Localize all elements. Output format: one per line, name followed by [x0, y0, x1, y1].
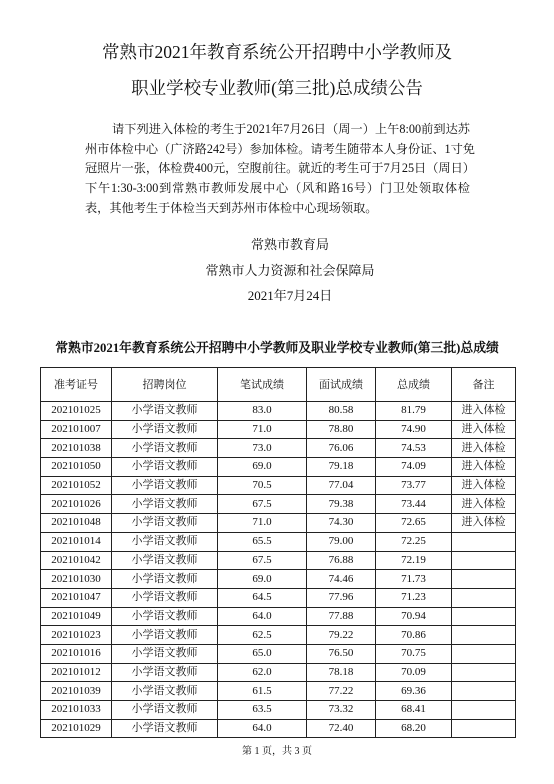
position-cell: 小学语文教师: [112, 551, 218, 570]
signature-org-education-bureau: 常熟市教育局: [250, 237, 329, 252]
exam-id-cell: 202101050: [41, 458, 112, 477]
table-row: [41, 439, 516, 458]
position-cell: 小学语文教师: [112, 570, 218, 589]
signature-block: [190, 232, 390, 309]
remark-cell: [452, 588, 516, 607]
exam-id-cell: 202101052: [41, 476, 112, 495]
table-row: [41, 663, 516, 682]
total-score-cell: 73.44: [376, 495, 452, 514]
total-score-cell: 69.36: [376, 682, 452, 701]
exam-id-cell: 202101026: [41, 495, 112, 514]
remark-cell: [452, 626, 516, 645]
position-cell: 小学语文教师: [112, 663, 218, 682]
interview-score-cell: 76.50: [307, 644, 376, 663]
remark-cell: 进入体检: [452, 420, 516, 439]
table-row: [41, 514, 516, 533]
table-row: [41, 682, 516, 701]
title-line-1: 常熟市2021年教育系统公开招聘中小学教师及: [102, 42, 452, 62]
total-score-cell: 70.75: [376, 644, 452, 663]
interview-score-cell: 79.18: [307, 458, 376, 477]
total-score-cell: 81.79: [376, 402, 452, 421]
exam-id-cell: 202101039: [41, 682, 112, 701]
table-row: [41, 626, 516, 645]
remark-cell: [452, 570, 516, 589]
total-score-cell: 72.25: [376, 532, 452, 551]
written-score-cell: 62.5: [218, 626, 307, 645]
exam-id-cell: 202101047: [41, 588, 112, 607]
interview-score-cell: 77.22: [307, 682, 376, 701]
notice-line: 表，其他考生于体检当天到苏州市体检中心现场领取。: [85, 200, 378, 215]
score-table: [40, 367, 516, 738]
written-score-cell: 63.5: [218, 701, 307, 720]
exam-id-cell: 202101014: [41, 532, 112, 551]
remark-cell: [452, 532, 516, 551]
notice-line: 下午1:30-3:00到常熟市教师发展中心（风和路16号）门卫处领取体检: [85, 181, 470, 196]
exam-id-cell: 202101030: [41, 570, 112, 589]
interview-score-cell: 72.40: [307, 719, 376, 738]
total-score-cell: 72.65: [376, 514, 452, 533]
written-score-cell: 83.0: [218, 402, 307, 421]
header-written-score: 笔试成绩: [218, 368, 307, 402]
remark-cell: 进入体检: [452, 402, 516, 421]
remark-cell: [452, 644, 516, 663]
interview-score-cell: 76.88: [307, 551, 376, 570]
total-score-cell: 74.90: [376, 420, 452, 439]
table-header-row: [41, 368, 516, 402]
interview-score-cell: 79.22: [307, 626, 376, 645]
title-line-2: 职业学校专业教师(第三批)总成绩公告: [131, 78, 423, 98]
table-row: [41, 570, 516, 589]
exam-id-cell: 202101007: [41, 420, 112, 439]
total-score-cell: 74.53: [376, 439, 452, 458]
remark-cell: 进入体检: [452, 458, 516, 477]
total-score-cell: 72.19: [376, 551, 452, 570]
remark-cell: [452, 663, 516, 682]
interview-score-cell: 78.18: [307, 663, 376, 682]
header-exam-id: 准考证号: [41, 368, 112, 402]
position-cell: 小学语文教师: [112, 588, 218, 607]
table-row: [41, 588, 516, 607]
table-row: [41, 551, 516, 570]
notice-line: 州市体检中心（广济路242号）参加体检。请考生随带本人身份证、1寸免: [85, 141, 475, 156]
exam-id-cell: 202101038: [41, 439, 112, 458]
signature-date: 2021年7月24日: [247, 288, 333, 303]
total-score-cell: 70.94: [376, 607, 452, 626]
exam-id-cell: 202101023: [41, 626, 112, 645]
exam-id-cell: 202101049: [41, 607, 112, 626]
exam-id-cell: 202101048: [41, 514, 112, 533]
position-cell: 小学语文教师: [112, 701, 218, 720]
remark-cell: [452, 719, 516, 738]
interview-score-cell: 79.00: [307, 532, 376, 551]
total-score-cell: 68.20: [376, 719, 452, 738]
written-score-cell: 64.0: [218, 607, 307, 626]
table-row: [41, 644, 516, 663]
total-score-cell: 73.77: [376, 476, 452, 495]
remark-cell: [452, 607, 516, 626]
total-score-cell: 68.41: [376, 701, 452, 720]
written-score-cell: 67.5: [218, 495, 307, 514]
remark-cell: 进入体检: [452, 439, 516, 458]
written-score-cell: 64.0: [218, 719, 307, 738]
table-body: [41, 402, 516, 738]
written-score-cell: 70.5: [218, 476, 307, 495]
total-score-cell: 70.09: [376, 663, 452, 682]
table-row: [41, 495, 516, 514]
written-score-cell: 73.0: [218, 439, 307, 458]
written-score-cell: 71.0: [218, 514, 307, 533]
interview-score-cell: 77.88: [307, 607, 376, 626]
interview-score-cell: 74.30: [307, 514, 376, 533]
written-score-cell: 62.0: [218, 663, 307, 682]
table-row: [41, 476, 516, 495]
notice-line: 冠照片一张，体检费400元，空腹前往。就近的考生可于7月25日（周日）: [85, 161, 475, 176]
exam-id-cell: 202101016: [41, 644, 112, 663]
remark-cell: [452, 701, 516, 720]
written-score-cell: 71.0: [218, 420, 307, 439]
table-row: [41, 458, 516, 477]
interview-score-cell: 79.38: [307, 495, 376, 514]
exam-id-cell: 202101025: [41, 402, 112, 421]
interview-score-cell: 78.80: [307, 420, 376, 439]
position-cell: 小学语文教师: [112, 626, 218, 645]
position-cell: 小学语文教师: [112, 458, 218, 477]
position-cell: 小学语文教师: [112, 532, 218, 551]
table-row: [41, 701, 516, 720]
position-cell: 小学语文教师: [112, 439, 218, 458]
header-position: 招聘岗位: [112, 368, 218, 402]
header-remark: 备注: [452, 368, 516, 402]
position-cell: 小学语文教师: [112, 682, 218, 701]
total-score-cell: 70.86: [376, 626, 452, 645]
document-title: [0, 34, 554, 106]
interview-score-cell: 77.04: [307, 476, 376, 495]
interview-score-cell: 73.32: [307, 701, 376, 720]
total-score-cell: 74.09: [376, 458, 452, 477]
total-score-cell: 71.23: [376, 588, 452, 607]
written-score-cell: 65.0: [218, 644, 307, 663]
position-cell: 小学语文教师: [112, 644, 218, 663]
written-score-cell: 69.0: [218, 570, 307, 589]
remark-cell: [452, 682, 516, 701]
table-caption: 常熟市2021年教育系统公开招聘中小学教师及职业学校专业教师(第三批)总成绩: [55, 341, 499, 355]
notice-line: 请下列进入体检的考生于2021年7月26日（周一）上午8:00前到达苏: [112, 122, 470, 136]
interview-score-cell: 76.06: [307, 439, 376, 458]
exam-id-cell: 202101029: [41, 719, 112, 738]
table-row: [41, 532, 516, 551]
written-score-cell: 67.5: [218, 551, 307, 570]
interview-score-cell: 77.96: [307, 588, 376, 607]
table-row: [41, 402, 516, 421]
written-score-cell: 64.5: [218, 588, 307, 607]
total-score-cell: 71.73: [376, 570, 452, 589]
position-cell: 小学语文教师: [112, 420, 218, 439]
position-cell: 小学语文教师: [112, 514, 218, 533]
remark-cell: 进入体检: [452, 514, 516, 533]
notice-paragraph: [85, 120, 475, 218]
interview-score-cell: 74.46: [307, 570, 376, 589]
signature-org-hr-bureau: 常熟市人力资源和社会保障局: [205, 262, 375, 278]
page-number: 第 1 页，共 3 页: [242, 746, 312, 757]
remark-cell: 进入体检: [452, 476, 516, 495]
written-score-cell: 61.5: [218, 682, 307, 701]
header-total-score: 总成绩: [376, 368, 452, 402]
exam-id-cell: 202101042: [41, 551, 112, 570]
position-cell: 小学语文教师: [112, 495, 218, 514]
position-cell: 小学语文教师: [112, 402, 218, 421]
table-row: [41, 420, 516, 439]
position-cell: 小学语文教师: [112, 607, 218, 626]
exam-id-cell: 202101033: [41, 701, 112, 720]
exam-id-cell: 202101012: [41, 663, 112, 682]
position-cell: 小学语文教师: [112, 476, 218, 495]
remark-cell: [452, 551, 516, 570]
position-cell: 小学语文教师: [112, 719, 218, 738]
header-interview-score: 面试成绩: [307, 368, 376, 402]
table-row: [41, 719, 516, 738]
interview-score-cell: 80.58: [307, 402, 376, 421]
table-row: [41, 607, 516, 626]
remark-cell: 进入体检: [452, 495, 516, 514]
written-score-cell: 69.0: [218, 458, 307, 477]
written-score-cell: 65.5: [218, 532, 307, 551]
